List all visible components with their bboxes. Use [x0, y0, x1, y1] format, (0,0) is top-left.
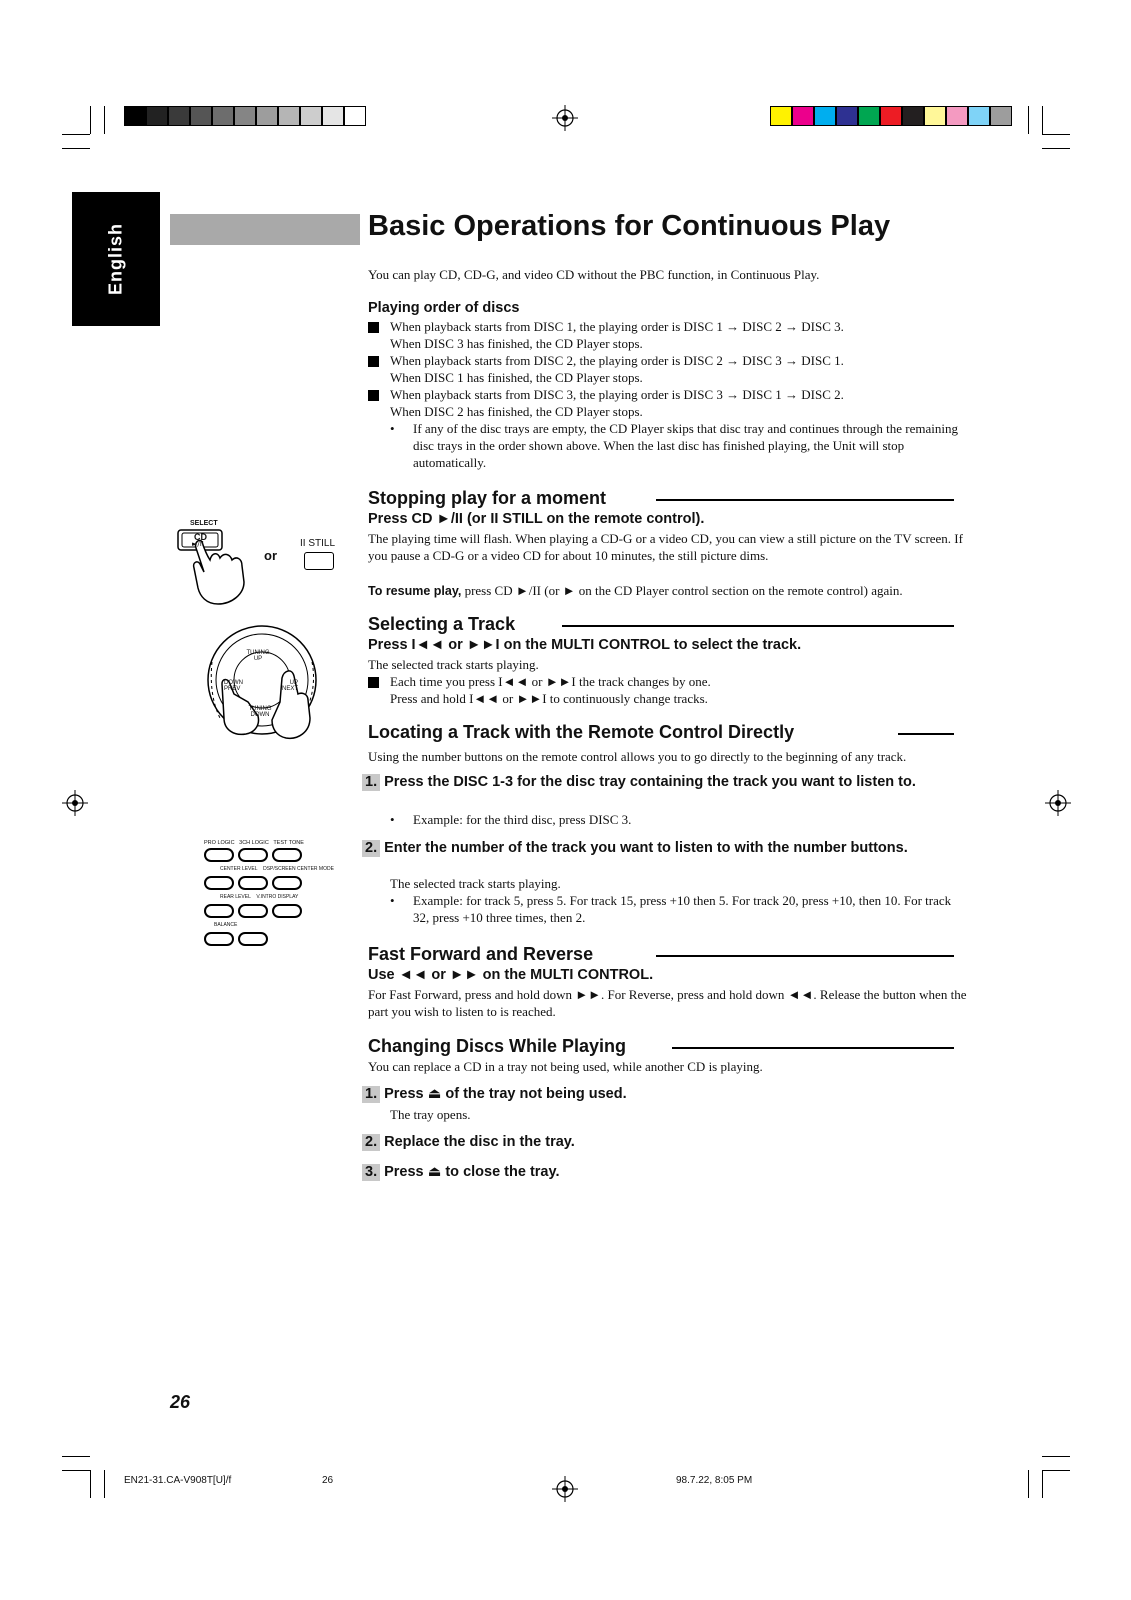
- fast-text: For Fast Forward, press and hold down ►►. For Reverse, press and hold down ◄◄. Release the button when the part you wish to listen to is reached.: [368, 987, 967, 1019]
- crop-mark: [1042, 1470, 1070, 1471]
- selecting-instruction: Press I◄◄ or ►►I on the MULTI CONTROL to select the track.: [368, 637, 802, 653]
- bullet-square: [368, 677, 379, 688]
- color-swatch: [814, 106, 836, 126]
- crop-mark: [62, 1456, 90, 1457]
- intro-text: You can play CD, CD-G, and video CD without the PBC function, in Continuous Play.: [368, 267, 820, 282]
- still-label: II STILL: [300, 538, 336, 549]
- step-text: Enter the number of the track you want to listen to with the number buttons.: [384, 840, 908, 856]
- language-tab: [72, 192, 160, 326]
- footer-center: 26: [322, 1475, 334, 1486]
- order-item-2-line2: When DISC 1 has finished, the CD Player stops.: [390, 370, 643, 385]
- remote-label: TEST TONE: [273, 840, 304, 846]
- remote-label: 3CH LOGIC: [239, 840, 269, 846]
- order-item-1-line1: When playback starts from DISC 1, the playing order is DISC 1 → DISC 2 → DISC 3.: [390, 319, 844, 334]
- step-number: 2.: [362, 840, 380, 857]
- bullet-dot: •: [390, 893, 395, 908]
- crop-mark: [1042, 106, 1043, 134]
- up-next-label: UP NEXT: [281, 680, 298, 692]
- footer-left: EN21-31.CA-V908T[U]/f: [124, 1475, 232, 1486]
- changing-step-3: [362, 1164, 560, 1181]
- step-text: Press ⏏ to close the tray.: [384, 1164, 560, 1180]
- step-text: Press ⏏ of the tray not being used.: [384, 1086, 627, 1102]
- color-swatch: [924, 106, 946, 126]
- tuning-up-label: TUNING UP: [246, 650, 270, 662]
- locating-step-2: [362, 840, 962, 857]
- keypad-labels-row1: [204, 840, 304, 846]
- tuning-down-label: TUNING DOWN: [248, 706, 272, 718]
- order-note: If any of the disc trays are empty, the CD Player skips that disc tray and continues through the remaining disc trays in the order shown above. When the last disc has finished playing, the Unit will stop automatically.: [413, 421, 959, 470]
- registration-mark-bottom-icon: [552, 1476, 578, 1502]
- fast-heading: Fast Forward and Reverse: [368, 944, 594, 964]
- select-label: SELECT: [190, 520, 218, 527]
- order-item-1-line2: When DISC 3 has finished, the CD Player stops.: [390, 336, 643, 351]
- color-swatch: [858, 106, 880, 126]
- changing-step-1: [362, 1086, 627, 1103]
- crop-mark: [1042, 1456, 1070, 1457]
- selecting-bullet-line1: Each time you press I◄◄ or ►►I the track changes by one.: [390, 674, 711, 689]
- remote-label: PRO LOGIC: [204, 840, 235, 846]
- color-swatch: [146, 106, 168, 126]
- language-tab-label: English: [105, 222, 126, 296]
- page-title: Basic Operations for Continuous Play: [368, 210, 891, 242]
- remote-label: DSP/SCREEN CENTER MODE: [263, 866, 334, 872]
- step-text: Replace the disc in the tray.: [384, 1134, 575, 1150]
- crop-mark: [1042, 134, 1070, 135]
- color-swatch: [300, 106, 322, 126]
- stopping-instruction: Press CD ►/II (or II STILL on the remote control).: [368, 511, 705, 527]
- color-swatch: [880, 106, 902, 126]
- locating-step2-text: The selected track starts playing.: [390, 876, 561, 891]
- crop-mark: [104, 106, 105, 134]
- remote-label: V.INTRO DISPLAY: [256, 894, 299, 900]
- bullet-dot: •: [390, 812, 395, 827]
- keypad-row: [204, 932, 268, 946]
- registration-mark-left-icon: [62, 790, 88, 816]
- step-number: 2.: [362, 1134, 380, 1151]
- step-number: 1.: [362, 1086, 380, 1103]
- bullet-square: [368, 356, 379, 367]
- section-rule: [656, 955, 954, 957]
- color-swatch: [792, 106, 814, 126]
- crop-mark: [1028, 106, 1029, 134]
- changing-heading: Changing Discs While Playing: [368, 1036, 627, 1056]
- page-number: 26: [170, 1392, 191, 1412]
- cd-button-symbol: ►/II: [192, 540, 204, 548]
- remote-label: CENTER LEVEL: [220, 866, 258, 872]
- color-swatch: [234, 106, 256, 126]
- order-item-3-line1: When playback starts from DISC 3, the playing order is DISC 3 → DISC 1 → DISC 2.: [390, 387, 844, 402]
- keypad-row: [204, 848, 302, 862]
- color-swatch: [322, 106, 344, 126]
- bullet-square: [368, 322, 379, 333]
- cd-button-label: CD: [194, 532, 207, 542]
- resume-label: To resume play,: [368, 584, 462, 598]
- crop-mark: [90, 1470, 91, 1498]
- registration-mark-top-icon: [552, 105, 578, 131]
- playing-order-heading: Playing order of discs: [368, 300, 520, 316]
- keypad-labels-row4: [214, 922, 237, 928]
- crop-mark: [90, 106, 91, 134]
- locating-heading: Locating a Track with the Remote Control Directly: [368, 722, 795, 742]
- order-item-3-line2: When DISC 2 has finished, the CD Player stops.: [390, 404, 643, 419]
- locating-step-1: [362, 774, 962, 791]
- changing-text: You can replace a CD in a tray not being used, while another CD is playing.: [368, 1059, 763, 1074]
- color-swatch: [344, 106, 366, 126]
- resume-line: [368, 582, 968, 600]
- color-swatch: [902, 106, 924, 126]
- crop-mark: [62, 148, 90, 149]
- section-rule: [898, 733, 954, 735]
- color-swatch: [836, 106, 858, 126]
- bullet-square: [368, 390, 379, 401]
- crop-mark: [104, 1470, 105, 1498]
- changing-step-2: [362, 1134, 575, 1151]
- crop-mark: [1042, 148, 1070, 149]
- still-button: [304, 552, 334, 570]
- keypad-row: [204, 876, 302, 890]
- order-item-2-line1: When playback starts from DISC 2, the playing order is DISC 2 → DISC 3 → DISC 1.: [390, 353, 844, 368]
- color-swatch: [124, 106, 146, 126]
- color-swatch: [968, 106, 990, 126]
- footer-right: 98.7.22, 8:05 PM: [676, 1475, 753, 1486]
- section-rule: [562, 625, 954, 627]
- or-label: or: [264, 548, 277, 563]
- keypad-row: [204, 904, 302, 918]
- multi-control-illustration: [202, 622, 332, 740]
- stopping-heading: Stopping play for a moment: [368, 488, 607, 508]
- remote-label: REAR LEVEL: [220, 894, 251, 900]
- keypad-labels-row3: [220, 894, 298, 900]
- locating-step1-note: Example: for the third disc, press DISC 3.: [413, 812, 632, 827]
- cd-button-hand-illustration: [172, 518, 268, 606]
- selecting-bullet-line2: Press and hold I◄◄ or ►►I to continuously change tracks.: [390, 691, 708, 706]
- step-number: 3.: [362, 1164, 380, 1181]
- color-swatch: [946, 106, 968, 126]
- registration-mark-right-icon: [1045, 790, 1071, 816]
- bullet-dot: •: [390, 421, 395, 436]
- color-swatch: [990, 106, 1012, 126]
- selecting-heading: Selecting a Track: [368, 614, 516, 634]
- remote-label: BALANCE: [214, 922, 238, 928]
- crop-mark: [62, 134, 90, 135]
- step-text: Press the DISC 1-3 for the disc tray containing the track you want to listen to.: [384, 774, 916, 790]
- fast-instruction: Use ◄◄ or ►► on the MULTI CONTROL.: [368, 967, 654, 983]
- crop-mark: [1042, 1470, 1043, 1498]
- color-swatch: [256, 106, 278, 126]
- down-prev-label: DOWN PREV: [224, 680, 243, 692]
- crop-mark: [1028, 1470, 1029, 1498]
- selecting-text: The selected track starts playing.: [368, 657, 539, 672]
- color-swatch: [212, 106, 234, 126]
- title-gray-bar: [170, 214, 360, 245]
- locating-text: Using the number buttons on the remote control allows you to go directly to the beginning of any track.: [368, 749, 907, 764]
- section-rule: [656, 499, 954, 501]
- locating-step2-note: Example: for track 5, press 5. For track 15, press +10 then 5. For track 20, press +10, then 10. For track 32, press +10 three times, then 2.: [413, 893, 952, 925]
- color-swatch: [168, 106, 190, 126]
- changing-step1-text: The tray opens.: [390, 1107, 471, 1122]
- section-rule: [672, 1047, 954, 1049]
- color-swatch: [770, 106, 792, 126]
- resume-text: press CD ►/II (or ► on the CD Player control section on the remote control) again.: [461, 583, 903, 598]
- color-swatch: [278, 106, 300, 126]
- stopping-text: The playing time will flash. When playing a CD-G or a video CD, you can view a still picture on the TV screen. If you pause a CD-G or a video CD for about 10 minutes, the still picture dims.: [368, 531, 963, 563]
- color-swatch: [190, 106, 212, 126]
- grayscale-bar: [124, 106, 364, 126]
- step-number: 1.: [362, 774, 380, 791]
- crop-mark: [62, 1470, 90, 1471]
- remote-keypad-illustration: [204, 840, 334, 958]
- color-bar: [770, 106, 1010, 126]
- keypad-labels-row2: [220, 866, 334, 872]
